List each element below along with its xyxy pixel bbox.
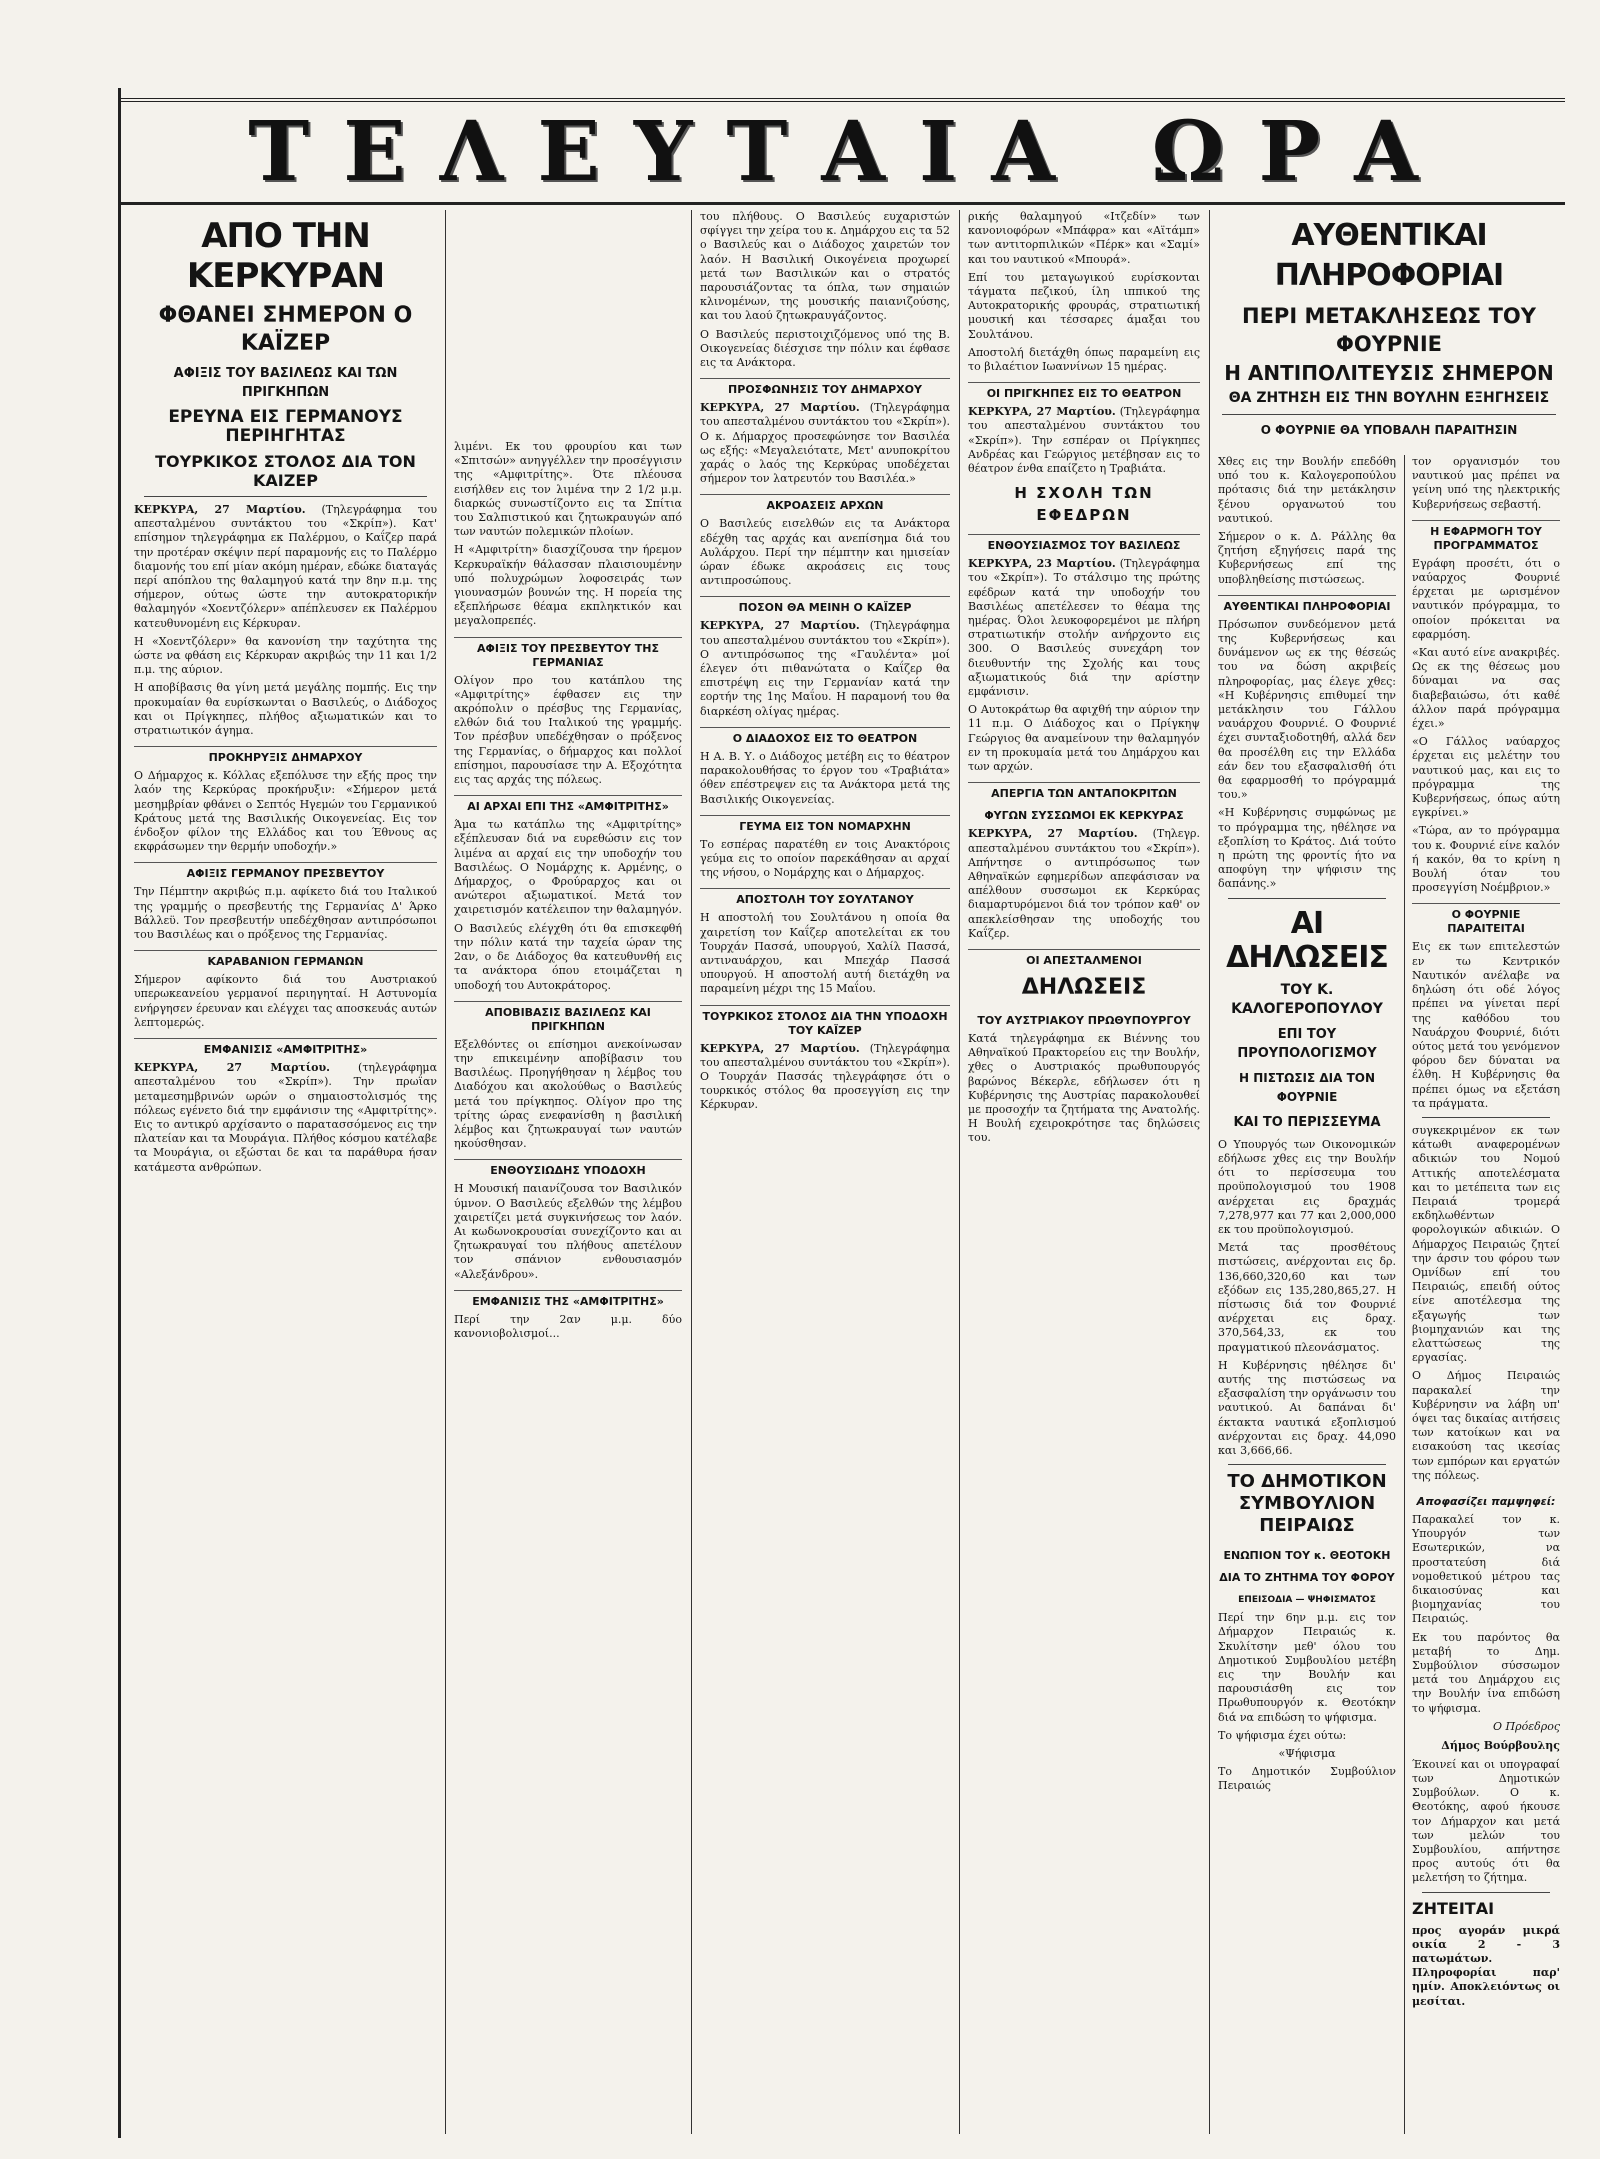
column-5 (1212, 455, 1402, 2134)
article-paragraph: «Ψήφισμα (1278, 1746, 1336, 1760)
subhead-turkish-fleet: ΤΟΥΡΚΙΚΟΣ ΣΤΟΛΟΣ ΔΙΑ ΤΟΝ ΚΑΙΖΕΡ (155, 452, 416, 490)
article-paragraph: Περί την 6ην μ.μ. εις τον Δήμαρχον Πειραιώς κ. Σκυλίτσην μεθ' όλου του Δημοτικού Συμβουλίου μετέβη εις την Βουλήν και παρουσιάσθη εις τον Πρωθυπουργόν κ. Θεοτόκην διά να επιδώση το ψήφισμα. (1218, 1611, 1396, 1724)
section-heading: Η ΕΦΑΡΜΟΓΗ ΤΟΥ ΠΡΟΓΡΑΜΜΑΤΟΣ (1412, 520, 1560, 553)
section-heading: ΑΠΟΣΤΟΛΗ ΤΟΥ ΣΟΥΛΤΑΝΟΥ (700, 888, 950, 907)
article-paragraph: ΚΕΡΚΥΡΑ, 27 Μαρτίου. (Τηλεγράφημα του απεσταλμένου συντάκτου του «Σκρίπ»). Ο αντιπρόσωπος της «Γαυλέντα» μοί έλεγεν ότι πιθανώτατα ο Καΐζερ θα επιστρέψη εις την Γερμανίαν κατά την εορτήν της 1ης Μαΐου. Η παραμονή του θα διαρκέση ολίγας ημέρας. (700, 619, 950, 718)
separator (1222, 414, 1556, 415)
section-heading: ΓΕΥΜΑ ΕΙΣ ΤΟΝ ΝΟΜΑΡΧΗΝ (700, 815, 950, 834)
section-heading: ΠΡΟΣΦΩΝΗΣΙΣ ΤΟΥ ΔΗΜΑΡΧΟΥ (700, 378, 950, 397)
article-paragraph: ΚΕΡΚΥΡΑ, 27 Μαρτίου. (Τηλεγρ. απεσταλμένου συντάκτου του «Σκρίπ»). Απήντησε ο αντιπρόσωπος των Αθηναϊκών εφημερίδων απεφάσισαν να απέλθουν συσσωμοι εκ Κερκύρας διαμαρτυρόμενοι διά τον τρόπον καθ' ον απεκλείσθησαν της υποδοχής του Καΐζερ. (968, 827, 1200, 940)
headline-kaiser-arrives: ΦΘΑΝΕΙ ΣΗΜΕΡΟΝ Ο ΚΑΪΖΕΡ (158, 303, 413, 356)
article-paragraph: ΚΕΡΚΥΡΑ, 27 Μαρτίου. (Τηλεγράφημα του απεσταλμένου συντάκτου του «Σκρίπ»). Ο Τουρχάν Πασσάς τηλεγράφησε ότι ο τουρκικός στόλος θα προσεγγίση εις την Κέρκυραν. (700, 1041, 950, 1112)
subhead-explanations: ΘΑ ΖΗΤΗΣΗ ΕΙΣ ΤΗΝ ΒΟΥΛΗΝ ΕΞΗΓΗΣΕΙΣ (1228, 390, 1550, 406)
section-heading: ΦΥΓΩΝ ΣΥΣΣΩΜΟΙ ΕΚ ΚΕΡΚΥΡΑΣ (984, 809, 1184, 823)
section-heading: ΑΚΡΟΑΣΕΙΣ ΑΡΧΩΝ (700, 494, 950, 513)
section-heading: ΕΠΕΙΣΟΔΙΑ — ΨΗΦΙΣΜΑΤΟΣ (1238, 1595, 1376, 1606)
section-heading: ΕΜΦΑΝΙΣΙΣ ΤΗΣ «ΑΜΦΙΤΡΙΤΗΣ» (454, 1290, 682, 1309)
section-heading: ΑΙ ΑΡΧΑΙ ΕΠΙ ΤΗΣ «ΑΜΦΙΤΡΙΤΗΣ» (454, 795, 682, 814)
article-paragraph: Εγράφη προσέτι, ότι ο ναύαρχος Φουρνιέ έρχεται με ωρισμένον ναυτικόν πρόγραμμα, το οποίον πρόκειται να εφαρμόση. (1412, 556, 1560, 641)
separator (1228, 898, 1386, 899)
article-paragraph: Ο Βασιλεύς εισελθών εις τα Ανάκτορα εδέχθη τας αρχάς και ανεπίσημα διά του Αυλάρχου. Περί την πέμπτην και ημισείαν ώραν έδωκε ακροάσεις εις τους αντιπροσώπους. (700, 517, 950, 588)
article-paragraph: «Τώρα, αν το πρόγραμμα του κ. Φουρνιέ είνε καλόν ή κακόν, θα το κρίνη η Βουλή όταν του προσεγγίση Νοέμβριον.» (1412, 824, 1560, 895)
article-paragraph: Αποστολή διετάχθη όπως παραμείνη εις το βιλαέτιον Ιωαννίνων 15 ημέρας. (968, 345, 1200, 374)
column-1 (128, 210, 443, 2134)
subhead-budget: ΕΠΙ ΤΟΥ ΠΡΟΥΠΟΛΟΓΙΣΜΟΥ (1237, 1026, 1377, 1061)
article-paragraph: Εκ του παρόντος θα μεταβή το Δημ. Συμβούλιον σύσσωμον μετά του Δημάρχου εις την Βουλήν ίνα επιδώση το ψήφισμα. (1412, 1630, 1560, 1715)
section-heading: ΕΝΘΟΥΣΙΑΣΜΟΣ ΤΟΥ ΒΑΣΙΛΕΩΣ (968, 534, 1200, 553)
article-paragraph: Η Κυβέρνησις ηθέλησε δι' αυτής της πιστώσεως να εξασφαλίση την οργάνωσιν του ναυτικού. Αι δαπάναι δι' έκτακτα ναυτικά εξοπλισμού ανέρχονται εις δραχ. 44,090 και 3,666,66. (1218, 1358, 1396, 1457)
classified-ad-text: προς αγοράν μικρά οικία 2 - 3 πατωμάτων. Πληροφορίαι παρ' ημίν. Αποκλειόντως οι μεσίται. (1412, 1923, 1560, 2008)
column-rule (691, 210, 692, 2134)
headline-fournier: ΠΕΡΙ ΜΕΤΑΚΛΗΣΕΩΣ ΤΟΥ ΦΟΥΡΝΙΕ (1242, 304, 1536, 356)
subhead-search-germans: ΕΡΕΥΝΑ ΕΙΣ ΓΕΡΜΑΝΟΥΣ ΠΕΡΙΗΓΗΤΑΣ (168, 407, 403, 446)
article-paragraph: ΚΕΡΚΥΡΑ, 27 Μαρτίου. (Τηλεγράφημα του απεσταλμένου συντάκτου του «Σκρίπ»). Ο κ. Δήμαρχος προσεφώνησε τον Βασιλέα ως εξής: «Μεγαλειότατε, Μετ' ανυποκρίτου χαράς ο λαός της Κερκύρας υποδέχεται σήμερον τον λατρευτόν του Βασιλέα.» (700, 401, 950, 486)
article-paragraph: Η «Αμφιτρίτη» διασχίζουσα την ήρεμον Κερκυραϊκήν θάλασσαν πλαισιουμένην υπό πολυχρώμων λοφοσειράς των γιουνασμών βουνών της. Η πορεία της εξεπλήρωσε θέαμα εκπληκτικόν και μεγαλοπρεπές. (454, 543, 682, 628)
column-rule (1404, 455, 1405, 2134)
column-rule (959, 210, 960, 2134)
article-paragraph: Την Πέμπτην ακριβώς π.μ. αφίκετο διά του Ιταλικού της γραμμής ο πρεσβευτής της Γερμανίας Δ' Άρκο Βάλλεϋ. Τον πρεσβευτήν υπεδέχθησαν αντιπρόσωποι του Βασιλέως και ο πρόξενος της Γερμανίας. (134, 885, 437, 942)
article-paragraph: Η «Χοεντζόλερν» θα κανονίση την ταχύτητα της ώστε να φθάση εις Κέρκυραν ακριβώς την 11 και 1/2 π.μ. της αύριον. (134, 634, 437, 677)
section-heading: ΕΜΦΑΝΙΣΙΣ «ΑΜΦΙΤΡΙΤΗΣ» (134, 1038, 437, 1057)
section-heading: ΤΟΥ ΑΥΣΤΡΙΑΚΟΥ ΠΡΩΘΥΠΟΥΡΓΟΥ (977, 1013, 1191, 1027)
article-paragraph: ΚΕΡΚΥΡΑ, 27 Μαρτίου. (τηλεγράφημα απεσταλμένου του «Σκρίπ»). Την πρωΐαν μεταμεσημβρινών ωρών ο σημαιοστολισμός της πόλεως εγένετο διά την εμφάνισιν της «Αμφιτρίτης». Εις το αντικρύ αρχίσαντο ο παρατασσόμενος εις την πλατείαν και τα Μουράγια. Πλήθος κόσμου κατέλαβε τα Μουράγια, οι εξώσται δε και τα παράθυρα ήσαν κατάμεστα ανθρώπων. (134, 1061, 438, 1174)
article-paragraph: Χθες εις την Βουλήν επεδόθη υπό του κ. Καλογεροπούλου πρότασις διά την μετάκλησιν ξένου οργανωτού του ναυτικού. (1218, 455, 1396, 525)
subhead-surplus: ΚΑΙ ΤΟ ΠΕΡΙΣΣΕΥΜΑ (1233, 1114, 1381, 1130)
section-heading: ΟΙ ΠΡΙΓΚΗΠΕΣ ΕΙΣ ΤΟ ΘΕΑΤΡΟΝ (968, 382, 1200, 401)
subhead-opposition: Η ΑΝΤΙΠΟΛΙΤΕΥΣΙΣ ΣΗΜΕΡΟΝ (1224, 361, 1554, 385)
article-paragraph: Ο Υπουργός των Οικονομικών εδήλωσε χθες εις την Βουλήν ότι το περίσσευμα του προϋπολογισμού του 1908 ανέρχεται εις δραχμάς 7,278,977 και 77 και 2,000,000 εκ του προϋπολογισμού. (1218, 1137, 1396, 1236)
headline-ai-diloseis: ΑΙ ΔΗΛΩΣΕΙΣ (1226, 905, 1388, 975)
article-paragraph: Επί του μεταγωγικού ευρίσκονται τάγματα πεζικού, ίλη ιππικού της Αυτοκρατορικής φρουράς, στρατιωτική μουσική και τέσσαρες άμαξαι του Σουλτάνου. (968, 270, 1200, 341)
article-paragraph: Η αποστολή του Σουλτάνου η οποία θα χαιρετίση τον Καΐζερ αποτελείται εκ του Τουρχάν Πασσά, υπουργού, Χαλίλ Πασσά, αντιναυάρχου, και Μπεχάρ Πασσά υπουργού. Η αποστολή αυτή διετάχθη να παραμείνη μέχρι της 15 Μαΐου. (700, 911, 950, 996)
section-heading: ΑΠΕΡΓΙΑ ΤΩΝ ΑΝΤΑΠΟΚΡΙΤΩΝ (968, 782, 1200, 801)
column-3 (694, 210, 956, 2134)
signature-name: Δήμος Βούρβουλης (1441, 1738, 1560, 1752)
masthead-title: ΤΕΛΕΥΤΑΙΑ ΩΡΑ (248, 104, 1452, 200)
separator (1422, 1892, 1550, 1893)
masthead-rule (120, 202, 1565, 205)
headline-efedroi: Η ΣΧΟΛΗ ΤΩΝ ΕΦΕΔΡΩΝ (1014, 484, 1154, 525)
article-paragraph: Το ψήφισμα έχει ούτω: (1218, 1728, 1347, 1742)
article-paragraph: Ο Αυτοκράτωρ θα αφιχθή την αύριον την 11 π.μ. Ο Διάδοχος και ο Πρίγκηψ Γεώργιος θα αναμείνουν την θαλαμηγόν εν τη προκυμαία μετά του Δημάρχου και των αρχών. (968, 703, 1200, 774)
headline-kerkyra: ΑΠΟ ΤΗΝ ΚΕΡΚΥΡΑΝ (186, 216, 385, 296)
section-heading: ΤΟΥΡΚΙΚΟΣ ΣΤΟΛΟΣ ΔΙΑ ΤΗΝ ΥΠΟΔΟΧΗ ΤΟΥ ΚΑΪΖΕΡ (700, 1005, 950, 1038)
article-paragraph: Το εσπέρας παρατέθη εν τοις Ανακτόροις γεύμα εις το οποίον παρεκάθησαν αι αρχαί της νήσου, ο Νομάρχης και ο Δήμαρχος. (700, 837, 950, 880)
subhead-resignation: Ο ΦΟΥΡΝΙΕ ΘΑ ΥΠΟΒΑΛΗ ΠΑΡΑΙΤΗΣΙΝ (1260, 423, 1518, 437)
article-paragraph: Η Α. Β. Υ. ο Διάδοχος μετέβη εις το θέατρον παρακολουθήσας το έργον του «Τραβιάτα» όθεν επέστρεψεν εις τα Ανάκτορα μετά της Βασιλικής Οικογενείας. (700, 749, 950, 806)
column-rule (445, 210, 446, 2134)
article-paragraph: Σήμερον ο κ. Δ. Ράλλης θα ζητήση εξηγήσεις παρά της Κυβερνήσεως επί της υποβληθείσης πιστώσεως. (1218, 530, 1396, 586)
article-paragraph: «Ο Γάλλος ναύαρχος έρχεται εις μελέτην του ναυτικού μας, και εις το πρόγραμμα της Κυβερνήσεως, όπως αύτη εγκρίνει.» (1412, 735, 1560, 820)
article-paragraph: ρικής θαλαμηγού «Ιτζεδίν» των κανονιοφόρων «Μπάφρα» και «Αϊτάμπ» των αντιτορπιλικών «Πέρκ» και «Σαμί» και του ναυτικού «Μπουρά». (968, 210, 1200, 266)
section-heading: ΑΦΙΞΙΣ ΓΕΡΜΑΝΟΥ ΠΡΕΣΒΕΥΤΟΥ (134, 862, 437, 881)
article-paragraph: Άμα τω κατάπλω της «Αμφιτρίτης» εξέπλευσαν διά να ευρεθώσιν εις τον λιμένα αι αρχαί εις την υποδοχήν του Βασιλέως. Ο Νομάρχης κ. Αρμένης, ο Δήμαρχος, ο Φρούραρχος και οι ανώτεροι αξιωματικοί. Μετά τον χαιρετισμόν κατέλειπον την θαλαμηγόν. (454, 818, 682, 917)
section-heading: ΕΝΩΠΙΟΝ ΤΟΥ κ. ΘΕΟΤΟΚΗ (1223, 1549, 1391, 1563)
article-paragraph: Μετά τας προσθέτους πιστώσεις, ανέρχονται εις δρ. 136,660,320,60 και των εξόδων εις 135,280,865,27. Η πίστωσις διά τον Φουρνιέ ανέρχεται εις δραχ. 370,564,33, εκ του πραγματικού πλεονάσματος. (1218, 1241, 1396, 1354)
section-heading: Ο ΔΙΑΔΟΧΟΣ ΕΙΣ ΤΟ ΘΕΑΤΡΟΝ (700, 727, 950, 746)
section-heading: ΔΙΑ ΤΟ ΖΗΤΗΜΑ ΤΟΥ ΦΟΡΟΥ (1219, 1571, 1395, 1585)
headline-diloseis: ΔΗΛΩΣΕΙΣ (1021, 974, 1147, 1000)
section-heading: ΟΙ ΑΠΕΣΤΑΛΜΕΝΟΙ (968, 949, 1200, 968)
article-paragraph: Ο Δήμαρχος κ. Κόλλας εξεπόλυσε την εξής προς την λαόν της Κερκύρας προκήρυξιν: «Σήμερον μετά μεσημβρίαν φθάνει ο Σεπτός Ηγεμών του Γερμανικού Κράτους μετά της Βασιλικής Οικογενείας. Εις τον ένδοξον φίλον της Ελλάδος και του Έθνους ας εκφράσωμεν την θερμήν υποδοχήν.» (134, 769, 437, 854)
section-heading: ΠΡΟΚΗΡΥΞΙΣ ΔΗΜΑΡΧΟΥ (134, 746, 437, 765)
article-paragraph: του πλήθους. Ο Βασιλεύς ευχαριστών σφίγγει την χείρα του κ. Δημάρχου εις τα 52 ο Βασιλεύς και ο Διάδοχος χαιρετών τον λαόν. Η Βασιλική Οικογένεια προχωρεί μετά των Βασιλικών και ο στρατός παρουσιάζοντας τα όπλα, των σημαιών κλινομένων, της μουσικής παιανιζούσης, και του λαού ζητωκραυγάζοντος. (700, 210, 950, 323)
article-paragraph: Η Μουσική παιανίζουσα τον Βασιλικόν ύμνον. Ο Βασιλεύς εξελθών της λέμβου χαιρετίζει μετά συγκινήσεως τον λαόν. Αι κωδωνοκρουσίαι συνεχίζοντο και αι ζητωκραυγαί του πλήθους απετέλουν τον σπάνιον ενθουσιασμόν «Αλεξάνδρου». (454, 1182, 682, 1281)
article-paragraph: λιμένι. Εκ του φρουρίου και των «Σπιτσών» ανηγγέλλεν την προσέγγισιν της «Αμφιτρίτης». Ότε πλέουσα εισήλθεν εις τον λιμένα την 2 1/2 μ.μ. διαρκώς συνωστίζοντο εις τα Σπίτια του Σαλπιστικού και ζητωκραυγών από των ναυτών πολεμικών πλοίων. (454, 440, 682, 539)
article-paragraph: Το Δημοτικόν Συμβούλιον Πειραιώς (1218, 1765, 1396, 1793)
fournier-headline-block (1212, 210, 1566, 446)
classified-ad-heading: ΖΗΤΕΙΤΑΙ (1412, 1898, 1495, 1918)
separator (144, 496, 427, 497)
article-paragraph: ΚΕΡΚΥΡΑ, 27 Μαρτίου. (Τηλεγράφημα του απεσταλμένου συντάκτου του «Σκρίπ»). Την εσπέραν οι Πρίγκηπες Ανδρέας και Γεώργιος μετέβησαν εις το θέατρον ένθα επαίζετο η Τραβιάτα. (968, 405, 1200, 476)
article-paragraph: Εξελθόντες οι επίσημοι ανεκοίνωσαν την επικειμένην αποβίβασιν του Βασιλέως. Προηγήθησαν η λέμβος του Διαδόχου και ακολούθως ο Βασιλεύς μετά του πρίγκηπος. Ολίγον προ της τρίτης ώρας ενεφανίσθη η βασιλική λέμβος και ζητωκραυγαί των ναυτών ηκούσθησαν. (454, 1037, 682, 1151)
section-heading: Ο ΦΟΥΡΝΙΕ ΠΑΡΑΙΤΕΙΤΑΙ (1412, 903, 1560, 936)
section-heading: Αποφασίζει παμψηφεί: (1416, 1495, 1556, 1508)
article-paragraph: συγκεκριμένον εκ των κάτωθι αναφερομένων αδικιών του Νομού Αττικής αποτελέσματα και το μετέπειτα των εις Πειραιά τρομερά εκδηλωθέντων φορολογικών αδικιών. Ο Δήμαρχος Πειραιώς ζητεί την άρσιν του φόρου των Ομνίδων επί του Πειραιώς, επειδή ούτος είνε αποτέλεσμα της εξαγωγής των βιομηχανιών και της ελαττώσεως της εργασίας. (1412, 1123, 1560, 1365)
article-paragraph: Ο Δήμος Πειραιώς παρακαλεί την Κυβέρνησιν να λάβη υπ' όψει τας δικαίας αιτήσεις των κατοίκων και να εισακούση τας ικεσίας των εμπόρων και εργατών της πόλεως. (1412, 1369, 1560, 1482)
article-paragraph: Πρόσωπον συνδεόμενον μετά της Κυβερνήσεως και δυνάμενον ως εκ της θέσεώς του να δώση ακριβείς πληροφορίας, μας έλεγε χθες: «Η Κυβέρνησις επιθυμεί την μετάκλησιν του Γάλλου ναυάρχου Φουρνιέ. Ο Φουρνιέ έχει συνταξιοδοτηθή, αλλά δεν θα προσέλθη εις την Ελλάδα εάν δεν του εξασφαλισθή ότι θα εφαρμοσθή το πρόγραμμά του.» (1218, 617, 1396, 802)
article-paragraph: τον οργανισμόν του ναυτικού μας πρέπει να γείνη υπό της ηλεκτρικής Κυβερνήσεως σεβαστή. (1412, 455, 1560, 511)
article-paragraph: Ολίγον προ του κατάπλου της «Αμφιτρίτης» έφθασεν εις την ακρόπολιν ο πρέσβυς της Γερμανίας, ελθών διά του Ιταλικού της γραμμής. Τον πρέσβυν υπεδέχθησαν ο πρόξενος της Γερμανίας, ο δήμαρχος και πολλοί επίσημοι, παρουσίασε την Α. Εξοχότητα εις τας αρχάς της πόλεως. (454, 673, 682, 787)
article-paragraph: ΚΕΡΚΥΡΑ, 23 Μαρτίου. (Τηλεγράφημα του «Σκρίπ»). Το στάλσιμο της πρώτης εφέδρων κατά την υποδοχήν του Βασιλέως απετέλεσεν το θέαμα της ημέρας. Όλοι λευκοφορεμένοι με πλήρη στρατιωτικήν στολήν ανήρχοντο εις 300. Ο Βασιλεύς συνεχάρη τον διευθυντήν της Σχολής και τους αξιωματικούς διά την αρίστην εμφάνισιν. (968, 557, 1200, 699)
section-heading: ΕΝΘΟΥΣΙΩΔΗΣ ΥΠΟΔΟΧΗ (454, 1159, 682, 1178)
article-paragraph: Η αποβίβασις θα γίνη μετά μεγάλης πομπής. Εις την προκυμαίαν θα ευρίσκωνται ο Βασιλεύς, ο Διάδοχος και οι Πρίγκηπες, πλήθος αξιωματικών και το στρατιωτικόν άγημα. (134, 681, 437, 738)
separator (1422, 1117, 1550, 1118)
article-paragraph: «Και αυτό είνε ανακριβές. Ως εκ της θέσεως μου δύναμαι να σας διαβεβαιώσω, ότι καθέ άλλον παρά πρόγραμμα έχει.» (1412, 646, 1560, 731)
article-paragraph: Ο Βασιλεύς περιστοιχιζόμενος υπό της Β. Οικογενείας διέσχισε την πόλιν και έφθασε εις τα Ανάκτορα. (700, 327, 950, 370)
section-heading: ΑΦΙΞΙΣ ΤΟΥ ΠΡΕΣΒΕΥΤΟΥ ΤΗΣ ΓΕΡΜΑΝΙΑΣ (454, 637, 682, 670)
signature-title: Ο Πρόεδρος (1493, 1719, 1560, 1733)
headline-municipal-council: ΤΟ ΔΗΜΟΤΙΚΟΝ ΣΥΜΒΟΥΛΙΟΝ ΠΕΙΡΑΙΩΣ (1227, 1471, 1387, 1537)
column-6 (1406, 455, 1566, 2134)
section-heading: ΚΑΡΑΒΑΝΙΟΝ ΓΕΡΜΑΝΩΝ (134, 950, 437, 969)
column-2 (448, 440, 688, 2134)
article-paragraph: Παρακαλεί τον κ. Υπουργόν των Εσωτερικών, να προστατεύση διά νομοθετικού μέτρου τας δικαιοσύνας και βιομηχανίας του Πειραιώς. (1412, 1513, 1560, 1626)
article-paragraph: Κατά τηλεγράφημα εκ Βιέννης του Αθηναϊκού Πρακτορείου εις την Βουλήν, χθες ο Αυστριακός πρωθυπουργός βαρώνος Βέκερλε, εδήλωσεν ότι η Κυβέρνησις της Αυστρίας παρακολουθεί με προσοχήν τα ζητήματα της Ανατολής. Η Βουλή εχειροκρότησε τας δηλώσεις του. (968, 1031, 1200, 1145)
column-4 (962, 210, 1206, 2134)
article-paragraph: Σήμερον αφίκοντο διά του Αυστριακού υπερωκεανείου γερμανοί περιηγηταί. Η Αστυνομία ενήργησεν έρευναν και ελέγχει τας αποσκευάς αυτών λεπτομερώς. (134, 973, 437, 1029)
top-rule (120, 98, 1565, 102)
article-paragraph: Έκοινεί και οι υπογραφαί των Δημοτικών Συμβούλων. Ο κ. Θεοτόκης, αφού ήκουσε τον Δήμαρχον και μετά των μελών του Συμβουλίου, απήντησε προς αυτούς ότι θα μελετήση το ζήτημα. (1412, 1757, 1560, 1885)
section-heading: ΠΟΣΟΝ ΘΑ ΜΕΙΝΗ Ο ΚΑΪΖΕΡ (700, 596, 950, 615)
subhead-king-princes: ΑΦΙΞΙΣ ΤΟΥ ΒΑΣΙΛΕΩΣ ΚΑΙ ΤΩΝ ΠΡΙΓΚΗΠΩΝ (173, 366, 398, 400)
article-paragraph: ΚΕΡΚΥΡΑ, 27 Μαρτίου. (Τηλεγράφημα του απεσταλμένου συντάκτου του «Σκρίπ»). Κατ' επίσημον τηλεγράφημα εκ Παλέρμου, ο Καΐζερ παρά την προτέραν σκέψιν περί παραμονής εις το Παλέρμο διαμονής του επί μίαν ακόμη ημέραν, εδώκε διαταγάς περί απόπλου της θαλαμηγού κατά την 8ην π.μ. της σήμερον, ούτως ώστε την αυτοκρατορικήν θαλαμηγόν «Χοεντζόλερν» απέπλευσεν εκ Παλέρμου κατευθυνομένη εις Κέρκυραν. (134, 503, 438, 630)
headline-authentic-info: ΑΥΘΕΝΤΙΚΑΙ ΠΛΗΡΟΦΟΡΙΑΙ (1274, 218, 1504, 293)
section-heading: ΑΠΟΒΙΒΑΣΙΣ ΒΑΣΙΛΕΩΣ ΚΑΙ ΠΡΙΓΚΗΠΩΝ (454, 1001, 682, 1034)
section-heading: ΑΥΘΕΝΤΙΚΑΙ ΠΛΗΡΟΦΟΡΙΑΙ (1218, 595, 1396, 614)
article-paragraph: Ο Βασιλεύς ελέγχθη ότι θα επισκεφθή την πόλιν κατά την ταχεία ώραν της 2αν, ο δε Διάδοχος θα κατευθυνθή εις τα ανάκτορα όπου ετοιμάζεται η υποδοχή του Αυτοκράτορος. (454, 921, 682, 992)
article-paragraph: «Η Κυβέρνησις συμφώνως με το πρόγραμμα της, ηθέλησε να εξοπλίση το Κράτος. Διά τούτο η πρώτη της φροντίς ήτο να αποφύγη την ψήφισιν της δαπάνης.» (1218, 806, 1396, 891)
article-paragraph: Περί την 2αν μ.μ. δύο κανονιοβολισμοί... (454, 1312, 682, 1340)
article-paragraph: Εις εκ των επιτελεστών εν τω Κεντρικόν Ναυτικόν ανέλαβε να δηλώση ότι οδέ λόγος πρέπει να γίνεται περί της καθόδου του Ναυάρχου Φουρνιέ, διότι ούτος μετά του γενόμενον φόρου δεν δύναται να έλθη. Η Κυβέρνησις θα πρέπει όμως να εξετάση τα πράγματα. (1412, 940, 1560, 1110)
subhead-credit: Η ΠΙΣΤΩΣΙΣ ΔΙΑ ΤΟΝ ΦΟΥΡΝΙΕ (1239, 1070, 1375, 1104)
separator (1228, 1464, 1386, 1465)
subhead-kalogeropoulos: ΤΟΥ Κ. ΚΑΛΟΓΕΡΟΠΟΥΛΟΥ (1231, 981, 1383, 1017)
column-rule (1209, 210, 1210, 2134)
